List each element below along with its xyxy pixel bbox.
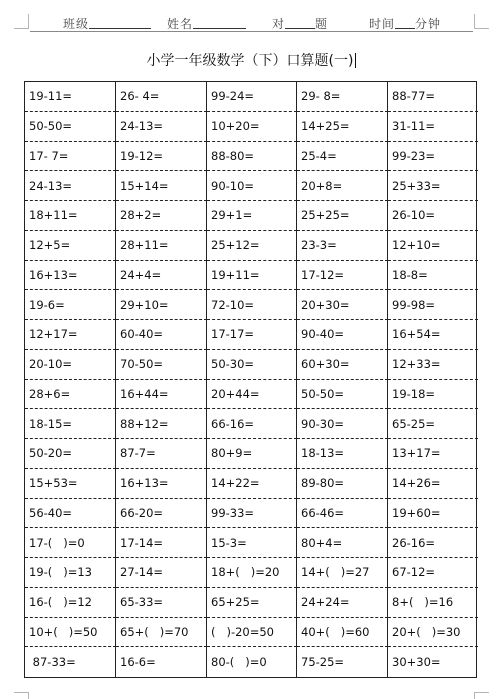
problem-grid — [24, 81, 477, 678]
problem-cell: 17-14= — [116, 528, 207, 558]
problem-cell: 31-11= — [388, 112, 478, 142]
problem-cell: 89-80= — [297, 469, 388, 499]
problem-cell: 25+12= — [207, 231, 297, 261]
problem-cell: 29+1= — [207, 201, 297, 231]
problem-cell: 19-6= — [25, 290, 116, 320]
problem-cell: 19-( )=13 — [25, 558, 116, 588]
class-blank[interactable] — [89, 16, 151, 29]
problem-cell: 25+33= — [388, 171, 478, 201]
problem-cell: 18-15= — [25, 409, 116, 439]
problem-cell: 99-24= — [207, 82, 297, 112]
problem-cell: 88-77= — [388, 82, 478, 112]
problem-cell: 19-18= — [388, 380, 478, 410]
problem-cell: 29- 8= — [297, 82, 388, 112]
problem-cell: 28+6= — [25, 380, 116, 410]
minutes-label: 分钟 — [415, 17, 442, 31]
problem-cell: 16+54= — [388, 320, 478, 350]
problem-cell: 17-12= — [297, 261, 388, 291]
problem-cell: 16-( )=12 — [25, 588, 116, 618]
problem-cell: 24-13= — [116, 112, 207, 142]
crop-mark-bottom-right — [474, 692, 489, 699]
problem-cell: 56-40= — [25, 499, 116, 529]
problem-cell: 16-6= — [116, 647, 207, 677]
time-blank[interactable] — [395, 16, 415, 29]
problem-cell: 26-16= — [388, 528, 478, 558]
problem-cell: 17- 7= — [25, 142, 116, 172]
problem-cell: 70-50= — [116, 350, 207, 380]
problem-cell: 20-10= — [25, 350, 116, 380]
name-field — [167, 15, 246, 32]
correct-count-field — [272, 15, 328, 32]
problem-cell: 17-17= — [207, 320, 297, 350]
crop-mark-bottom-left — [14, 692, 29, 699]
worksheet-title — [0, 50, 503, 70]
problem-cell: 16+13= — [116, 469, 207, 499]
time-field — [369, 15, 441, 32]
problem-cell: 65+( )=70 — [116, 618, 207, 648]
problem-cell: 66-20= — [116, 499, 207, 529]
problem-cell: 10+( )=50 — [25, 618, 116, 648]
problem-cell: ( )-20=50 — [207, 618, 297, 648]
problem-cell: 50-50= — [25, 112, 116, 142]
crop-mark-top-right — [474, 14, 489, 29]
problem-cell: 28+11= — [116, 231, 207, 261]
problem-cell: 19+60= — [388, 499, 478, 529]
problem-cell: 99-23= — [388, 142, 478, 172]
problem-cell: 88-80= — [207, 142, 297, 172]
class-label: 班级 — [63, 17, 90, 31]
problem-cell: 90-30= — [297, 409, 388, 439]
problem-cell: 65-33= — [116, 588, 207, 618]
problem-cell: 15+14= — [116, 171, 207, 201]
correct-blank[interactable] — [285, 16, 315, 29]
problem-cell: 88+12= — [116, 409, 207, 439]
problem-cell: 20+8= — [297, 171, 388, 201]
problem-cell: 18-8= — [388, 261, 478, 291]
problem-cell: 27-14= — [116, 558, 207, 588]
name-blank[interactable] — [193, 16, 246, 29]
problem-cell: 10+20= — [207, 112, 297, 142]
problem-cell: 8+( )=16 — [388, 588, 478, 618]
problem-cell: 25-4= — [297, 142, 388, 172]
problem-cell: 65+25= — [207, 588, 297, 618]
problem-cell: 30+30= — [392, 655, 441, 670]
problem-cell: 24+4= — [116, 261, 207, 291]
problem-cell: 12+5= — [25, 231, 116, 261]
problem-cell: 40+( )=60 — [297, 618, 388, 648]
problem-cell: 90-40= — [297, 320, 388, 350]
problem-cell: 15-3= — [207, 528, 297, 558]
time-label: 时间 — [369, 17, 396, 31]
problem-cell: 90-10= — [207, 171, 297, 201]
problem-cell: 19-11= — [25, 82, 116, 112]
problem-cell: 15+53= — [25, 469, 116, 499]
problem-cell: 14+( )=27 — [297, 558, 388, 588]
problem-cell: 66-46= — [297, 499, 388, 529]
problem-cell: 80-( )=0 — [207, 647, 297, 677]
problem-cell: 87-33= — [25, 647, 116, 677]
questions-label: 题 — [315, 17, 329, 31]
problem-cell: 12+10= — [388, 231, 478, 261]
name-label: 姓名 — [167, 17, 194, 31]
correct-label: 对 — [272, 17, 286, 31]
problem-cell: 14+22= — [207, 469, 297, 499]
problem-cell: 80+9= — [207, 439, 297, 469]
problem-cell: 99-98= — [388, 290, 478, 320]
problem-cell: 14+26= — [388, 469, 478, 499]
problem-cell: 24+24= — [297, 588, 388, 618]
problem-cell: 75-25= — [297, 647, 388, 677]
problem-cell: 18+11= — [25, 201, 116, 231]
problem-cell: 66-16= — [207, 409, 297, 439]
problem-cell: 26-10= — [388, 201, 478, 231]
problem-cell: 19+11= — [207, 261, 297, 291]
problem-cell: 18-13= — [297, 439, 388, 469]
problem-cell: 60-40= — [116, 320, 207, 350]
problem-cell: 80+4= — [297, 528, 388, 558]
problem-cell: 50-30= — [207, 350, 297, 380]
problem-cell: 12+17= — [25, 320, 116, 350]
problem-cell: 60+30= — [297, 350, 388, 380]
problem-cell: 17-( )=0 — [25, 528, 116, 558]
crop-mark-top-left — [14, 14, 29, 29]
problem-cell: 72-10= — [207, 290, 297, 320]
problem-cell: 20+30= — [297, 290, 388, 320]
problem-cell: 16+44= — [116, 380, 207, 410]
problem-cell: 26- 4= — [116, 82, 207, 112]
problem-cell: 23-3= — [297, 231, 388, 261]
problem-cell: 67-12= — [388, 558, 478, 588]
problem-cell: 87-7= — [116, 439, 207, 469]
problem-cell: 28+2= — [116, 201, 207, 231]
problem-cell: 13+17= — [388, 439, 478, 469]
problem-cell: 50-20= — [25, 439, 116, 469]
title-text: 小学一年级数学（下）口算题(一) — [146, 53, 354, 69]
problem-cell: 24-13= — [25, 171, 116, 201]
problem-cell: 20+( )=30 — [388, 618, 478, 648]
problem-cell: 18+( )=20 — [207, 558, 297, 588]
class-field — [63, 15, 151, 32]
problem-cell: 16+13= — [25, 261, 116, 291]
text-cursor — [355, 53, 356, 68]
problem-cell: 65-25= — [388, 409, 478, 439]
problem-cell: 14+25= — [297, 112, 388, 142]
problem-cell: 99-33= — [207, 499, 297, 529]
problem-cell: 12+33= — [388, 350, 478, 380]
problem-cell: 19-12= — [116, 142, 207, 172]
problem-cell: 20+44= — [207, 380, 297, 410]
problem-cell: 25+25= — [297, 201, 388, 231]
problem-cell: 29+10= — [116, 290, 207, 320]
problem-cell: 50-50= — [297, 380, 388, 410]
